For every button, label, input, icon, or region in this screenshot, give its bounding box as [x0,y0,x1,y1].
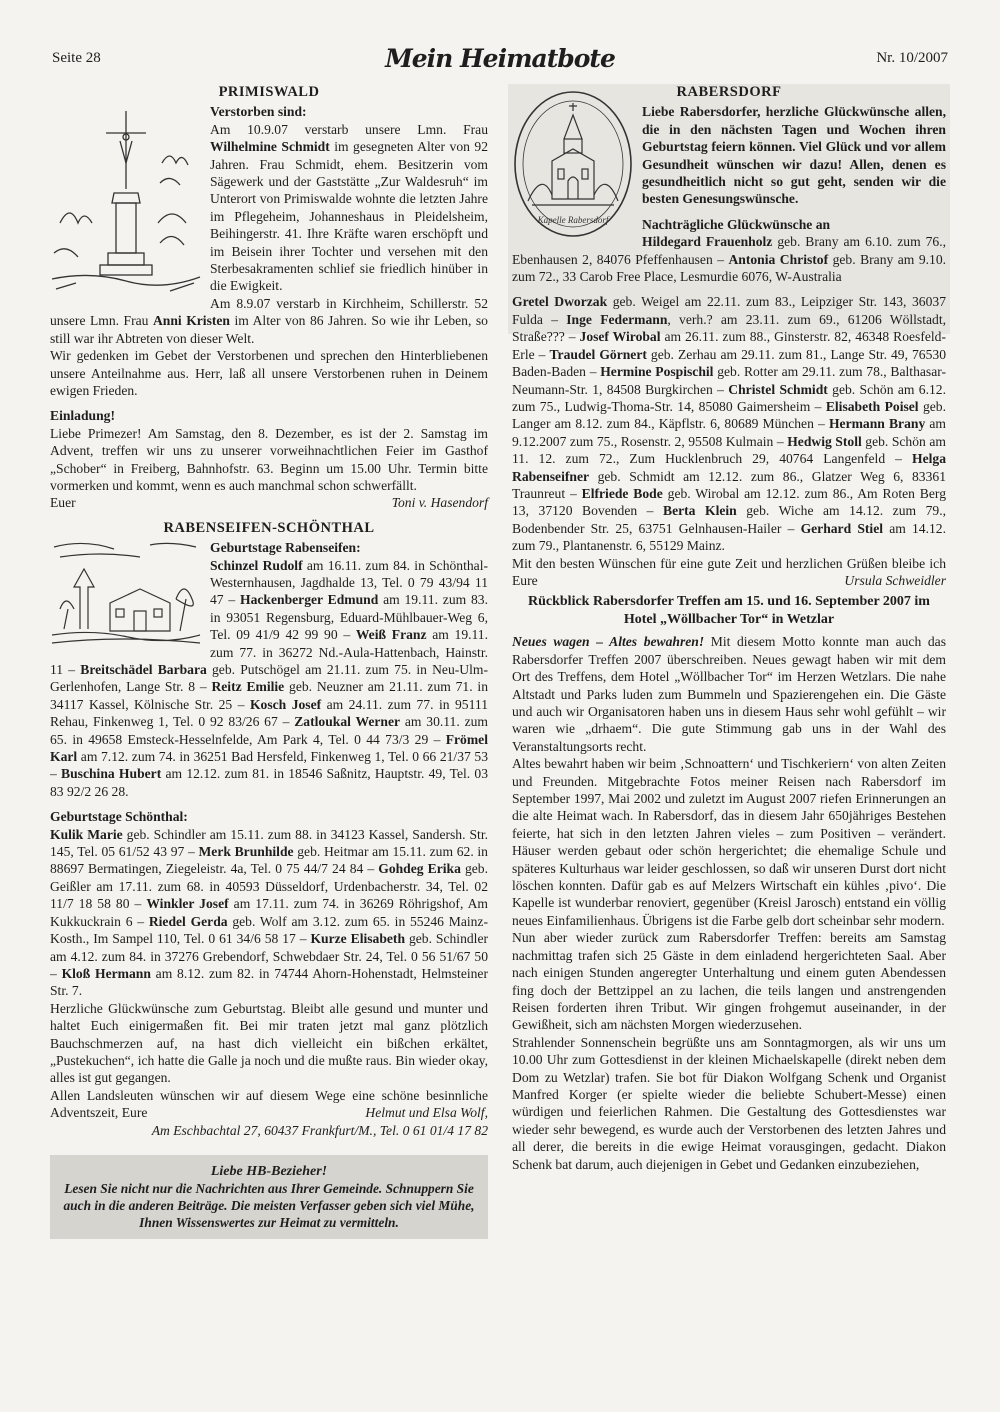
closing: Euer [50,495,76,511]
emblem-caption: Kapelle Rabersdorf [537,215,609,226]
person-name: Zatloukal Werner [294,714,401,730]
signature: Toni v. Hasendorf [391,495,488,511]
text: Mit den besten Wünschen für eine gute Zeit und herzlichen Grüßen bleibe ich Eure [512,555,946,588]
review-paragraph-2: Altes bewahrt haben wir beim ‚Schnoattern‘ und Tischkeriern‘ von alten Zeiten und Freunden. Mitgebrachte Fotos meiner Reisen nach Rabersdorf im September 1997, Mai 2002 und zuletzt im August 2007 riefen Erinnerungen an die alte Heimat wach. In Rabersdorf, das in diesem Jahr 650jähriges Bestehen feierte, hat sich in den letzten Jahren vieles – zum Positiven – verändert. Häuser werden gebaut oder schön hergerichtet; die ehemalige Schule und späteres Kulturhaus war leider geschlossen, so daß wir unseren Durst dort nicht löschen konnten. Dafür gab es auf Melzers Wirtschaft ein kühles ‚pivo‘. Die Kapelle ist wunderbar renoviert, gegenüber (Kreisl Jarosch) entstand ein völlig neues Einfamilienhaus. Übrigens ist die Farbe gelb dort scheinbar sehr modern. [512,756,946,928]
person-name: Frömel Karl [50,731,488,765]
condolence-text: Wir gedenken im Gebet der Verstorbenen und sprechen den Hinterbliebenen unsere Anteilnahme aus. Herr, laß all unsere Verstorbenen ruhen in Deinem ewigen Frieden. [50,348,488,398]
signature: Ursula Schweidler [844,572,946,588]
crucifix-monument-icon [50,103,202,301]
person-name: Elfriede Bode [581,485,663,501]
entry-details: geb. Brany am 6.10. zum 76., Ebenhausen 2, 84076 Pfeffenhausen – [512,234,946,267]
entry-details: am 17.11. zum 74. in 36269 Röhrigshof, Am Kukkuckrain 6 – [50,896,489,929]
entry-details: am 30.11. zum 65. in 49658 Emsteck-Hesselnfelde, Am Park 4, Tel. 0 44 73/3 29 – [50,714,488,747]
entry-details: geb. Neuzner am 21.11. zum 71. in 34117 Kassel, Kölnische Str. 25 – [50,679,488,712]
person-name: Hackenberger Edmund [240,592,379,608]
person-name: Hedwig Stoll [787,433,862,449]
notice-title: Liebe HB-Bezieher! [210,1163,328,1179]
review-paragraph-1 [512,633,946,755]
person-name: Kloß Hermann [61,965,151,981]
page-number: Seite 28 [52,50,101,66]
person-name: Weiß Franz [355,627,427,643]
issue-number: Nr. 10/2007 [876,50,948,66]
person-name: Christel Schmidt [728,381,828,397]
primiswald-title: PRIMISWALD [218,84,320,100]
entry-details: am 26.11. zum 88., Ginsterstr. 82, 46348 Roesfeld-Erle – [512,329,946,362]
late-wishes-list [512,233,946,285]
entry-details: geb. Geißler am 17.11. zum 68. in 40593 Düsseldorf, Urdenbacherstr. 34, Tel. 02 11/7 18 58 80 – [50,861,488,912]
person-name: Kulik Marie [50,826,123,842]
sender-address: Am Eschbachtal 27, 60437 Frankfurt/M., Tel. 0 61 01/4 17 82 [151,1122,488,1138]
rabersdorf-birthdays-list [512,293,946,554]
entry-details: geb. Langer am 8.12. zum 84., Käpflstr. 6, 80689 München – [512,398,946,432]
birthdays-schoenthal-list [50,826,488,1000]
primiswald-signoff [50,494,488,511]
person-name: Josef Wirobal [579,329,661,345]
entry-details: geb. Schön am 11. 12. zum 72., Zum Hucklenbruch 29, 40764 Langenfeld – [512,433,946,467]
entry-details: am 9.12.2007 zum 75., Rosenstr. 2, 95508 Kulmain – [512,416,946,449]
late-wishes-heading: Nachträgliche Glückwünsche an [642,216,831,232]
entry-details: am 14.12. zum 79., Plantanenstr. 6, 55129 Mainz. [512,520,946,554]
newspaper-title: Mein Heimatbote [385,44,615,73]
invitation-heading: Einladung! [50,408,115,424]
village-church-icon [50,539,202,647]
deceased-name: Anni Kristen [152,313,230,329]
person-name: Traudel Görnert [549,346,647,362]
text: im gesegneten Alter von 92 Jahren. Frau Schmidt, ehem. Besitzerin vom Sägewerk und der Gaststätte „Zur Waldesruh“ im Unterort von Primiswalde wohnte die letzten Jahre im Pflegeheim, Johanneshaus in Pleidelsheim, Beihingerstr. 41. Ihre Kräfte waren erschöpft und im Beisein ihrer Tochter und versehen mit den Sterbesakramenten schlief sie friedlich hinüber in die Ewigkeit. [210,139,488,294]
person-name: Winkler Josef [146,896,229,912]
person-name: Hermine Pospischil [600,364,714,380]
entry-details: , verh.? am 23.11. zum 69., 61206 Wöllstadt, Straße??? – [512,311,946,345]
rabenseifen-title: RABENSEIFEN-SCHÖNTHAL [163,519,375,536]
review-paragraph-3: Nun aber wieder zurück zum Rabersdorfer Treffen: bereits am Samstag nachmittag trafen sich 25 Gäste in dem einladend hergerichteten Saal. Aber nach einigen Stunden angeregter Unterhaltung und einem guten Abendessen fing doch der Bettzippel an zu lachen, die teils langen und anstrengenden Reisen forderten ihren Tribut. Wir gingen frohgemut auseinander, in der Gewißheit, sich am nächsten Morgen wiederzusehen. [512,930,946,1033]
person-name: Kurze Elisabeth [310,931,406,947]
rabersdorf-greeting: Liebe Rabersdorfer, herzliche Glückwünsche allen, die in den nächsten Tagen und Wochen ihren Geburtstag feiern können. Viel Glück und vor allem Gesundheit wünschen wir dazu! Allen, denen es gesundheitlich nicht so gut geht, senden wir die besten Genesungswünsche. [642,104,946,207]
person-name: Hildegard Frauenholz [642,234,773,250]
review-heading: Rückblick Rabersdorfer Treffen am 15. und 16. September 2007 im Hotel „Wöllbacher Tor“ in Wetzlar [528,594,930,628]
entry-details: geb. Zerhau am 29.11. zum 81., Lange Str. 49, 76530 Baden-Baden – [512,346,946,380]
entry-details: geb. Schön am 6.12. zum 75., Ludwig-Thoma-Str. 14, 85080 Gaimersheim – [512,381,946,414]
deaths-heading: Verstorben sind: [210,104,307,120]
rabersdorf-closing [512,555,946,590]
invitation-text: Liebe Primezer! Am Samstag, den 8. Dezember, es ist der 2. Samstag im Advent, treffen wir uns zu unserer vorweihnachtlichen Feier im Gasthof „Schober“ in Freiberg, Bahnhofstr. 63. Beginn um 15.00 Uhr. Termin bitte vormerken und kommt, wenn es auch manchmal schon schwerfällt. [50,425,488,493]
person-name: Elisabeth Poisel [825,398,919,414]
person-name: Hermann Brany [828,416,926,432]
person-name: Helga Rabenseifner [512,451,946,484]
entry-details: geb. Schindler am 4.12. zum 84. in 37276 Grebendorf, Schwebdaer Str. 24, Tel. 0 56 51/67 50 – [50,931,489,981]
person-name: Buschina Hubert [61,766,162,782]
rabersdorf-title: RABERSDORF [676,84,782,100]
person-name: Breitschädel Barbara [80,662,207,677]
notice-text: Lesen Sie nicht nur die Nachrichten aus Ihrer Gemeinde. Schnuppern Sie auch in die anderen Beiträge. Die meisten Verfasser geben sich viel Mühe, Ihnen Wissenswertes zur Heimat zu vermitteln. [63,1180,475,1230]
entry-details: am 8.12. zum 82. in 74744 Ahorn-Hohenstadt, Helmsteiner Str. 7. [50,965,488,999]
birthdays-rabenseifen-heading: Geburtstage Rabenseifen: [210,540,361,556]
person-name: Riedel Gerda [148,913,228,929]
person-name: Antonia Christof [728,251,829,267]
page-header [52,44,948,74]
advent-wish [50,1087,488,1122]
person-name: Berta Klein [663,503,737,519]
person-name: Kosch Josef [249,696,322,712]
entry-details: am 12.12. zum 81. in 18546 Saßnitz, Hauptstr. 49, Tel. 03 83 92/2 26 28. [50,766,488,799]
person-name: Gretel Dworzak [512,294,608,310]
person-name: Inge Federmann [566,311,668,327]
entry-details: geb. Wolf am 3.12. zum 65. in 55246 Mainz-Kosth., Im Sampel 110, Tel. 0 61 34/6 58 17 – [50,913,488,947]
text: Allen Landsleuten wünschen wir auf diesem Wege eine schöne besinnliche Adventszeit, Eure [50,1087,488,1121]
notice-box [50,1155,488,1239]
entry-details: geb. Brany am 9.10. zum 72., 33 Carob Free Place, Lesmurdie 6076, W-Australia [512,251,947,285]
health-note: Herzliche Glückwünsche zum Geburtstag. Bleibt alle gesund und munter und haltet Euch einigermaßen fit. Bei mir traten jetzt mal ganz plötzlich Bauchschmerzen auf, na hast dich vielleicht ein bißchen erkältet, „Pustekuchen“, ich hatte die Galle ja noch und die mußte raus. Bin wieder okay, alles ist gut gegangen. [50,1000,488,1086]
person-name: Reitz Emilie [211,679,285,695]
deceased-name: Wilhelmine Schmidt [210,139,330,155]
entry-details: geb. Wiche am 14.12. zum 79., Bodenbender Str. 25, 63751 Gelnhausen-Hailer – [512,503,947,536]
entry-details: geb. Schmidt am 12.12. zum 86., Glatzer Weg 6, 83361 Traunreut – [512,468,946,501]
entry-details: am 16.11. zum 84. in Schönthal-Westernhausen, Jagdhalde 13, Tel. 0 79 43/94 11 47 – [210,557,489,608]
entry-details: geb. Wirobal am 12.12. zum 86., Am Roten Berg 13, 37120 Bovenden – [512,485,946,519]
signature: Helmut und Elsa Wolf, [365,1105,488,1121]
text: Mit diesem Motto konnte man auch das Rabersdorfer Treffen 2007 überschreiben. Neues gewagt haben wir mit dem Ort des Treffens, dem Hotel „Wöllbacher Tor“ im Herzen Wetzlars. Die nahe Altstadt und Parks luden zum Bummeln und Spazierengehen ein. Die Gäste und auch wir Organisatoren haben uns in diesem Haus sehr wohl gefühlt – wir waren wie „drhaem“. Die gute Stimmung gab uns in der Wahl des Veranstaltungsorts recht. [512,634,946,754]
chapel-emblem-icon [512,89,634,239]
entry-details: geb. Putschögel am 21.11. zum 75. in Neu-Ulm-Gerlenhofen, Lange Str. 8 – [50,662,488,695]
left-column [50,84,488,1239]
text: Am 8.9.07 verstarb in Kirchheim, Schillerstr. 52 unsere Lmn. Frau [50,295,488,329]
entry-details: am 19.11. zum 83. in 93051 Regensburg, Eduard-Mühlbauer-Weg 6, Tel. 09 41/9 42 99 90 – [210,592,488,643]
entry-details: am 19.11. zum 77. in 36272 Nd.-Aula-Hattenbach, Hainstr. 11 – [50,627,488,677]
entry-details: am 7.12. zum 74. in 36251 Bad Hersfeld, Finkenweg 1, Tel. 0 66 21/37 53 – [50,749,488,782]
entry-details: geb. Weigel am 22.11. zum 83., Leipziger Str. 143, 36037 Fulda – [512,294,946,327]
entry-details: geb. Heitmar am 15.11. zum 62. in 88697 Bermatingen, Ziegeleistr. 4a, Tel. 0 75 44/7 24 84 – [50,844,488,877]
review-paragraph-4: Strahlender Sonnenschein begrüßte uns am Sonntagmorgen, als wir uns um 10.00 Uhr zum Gottesdienst in der kleinen Michaelskapelle (direkt neben dem Dom zu Wetzlar) trafen. Sie bot für Diakon Wolfgang Schenk und Organist Manfred Korger (er spielte wieder die beliebte Schubert-Messe) einen würdigen und feierlichen Rahmen. Die Gestaltung des Gottesdienstes war wieder sehr bewegend, es wurde auch der Verstorbenen des letzten Jahres und all derer, die bereits in die ewige Heimat vorausgingen, gedacht. Diakon Schenk bat darum, auch diejenigen in Gebet und Gedanken einzubeziehen, [512,1034,946,1172]
person-name: Gerhard Stiel [800,520,884,536]
text: Am 10.9.07 verstarb unsere Lmn. Frau [210,121,488,137]
right-column [508,84,950,1173]
entry-details: geb. Schindler am 15.11. zum 88. in 34123 Kassel, Sandersh. Str. 145, Tel. 05 61/52 43 97 – [50,826,488,860]
person-name: Merk Brunhilde [198,844,294,860]
entry-details: am 24.11. zum 77. in 95111 Rehau, Finkenweg 1, Tel. 0 92 83/26 67 – [50,696,488,730]
motto: Neues wagen – Altes bewahren! [512,634,705,650]
person-name: Gohdeg Erika [378,861,461,877]
birthdays-schoenthal-heading: Geburtstage Schönthal: [50,809,188,825]
person-name: Schinzel Rudolf [210,557,303,573]
text: im Alter von 86 Jahren. So wie ihr Leben, so still war ihr Abtreten von dieser Welt. [50,313,488,346]
obituary-kristen [50,295,488,347]
entry-details: geb. Rotter am 29.11. zum 78., Balthasar-Neumann-Str. 1, 84508 Burgkirchen – [512,364,947,397]
